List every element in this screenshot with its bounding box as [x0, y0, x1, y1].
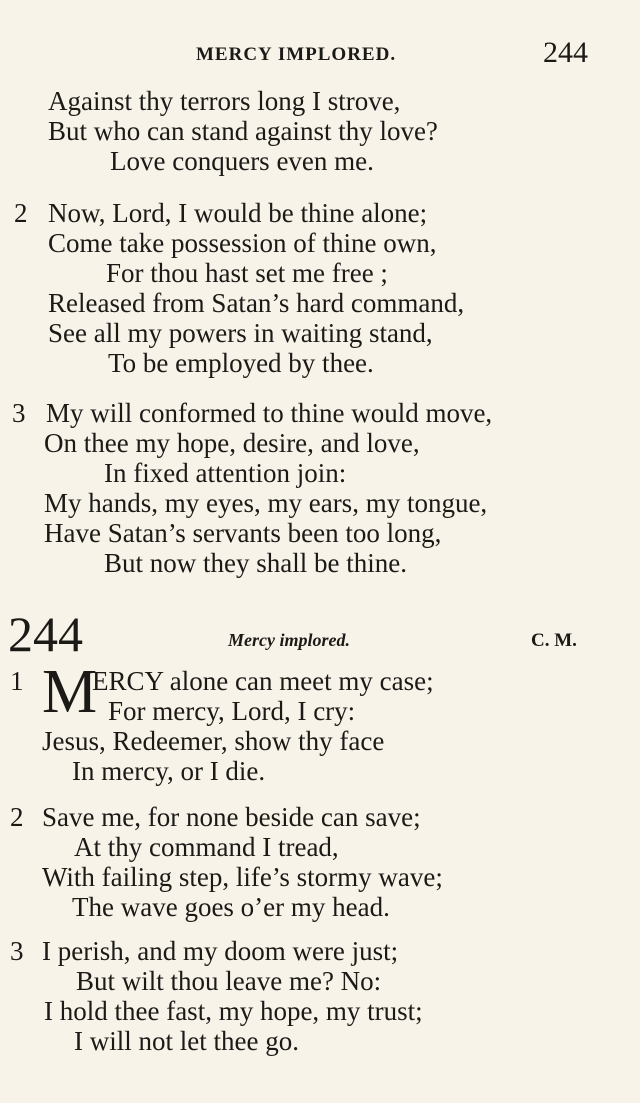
- verse-line: On thee my hope, desire, and love,: [44, 428, 420, 458]
- verse-line: Come take possession of thine own,: [48, 228, 437, 258]
- drop-cap: M: [42, 658, 98, 726]
- verse-line: But now they shall be thine.: [104, 548, 407, 578]
- verse-line: My hands, my eyes, my ears, my tongue,: [44, 488, 488, 518]
- verse-line: At thy command I tread,: [74, 832, 339, 862]
- verse-line: I hold thee fast, my hope, my trust;: [44, 996, 423, 1026]
- stanza-number: 3: [12, 398, 26, 428]
- verse-line: I will not let thee go.: [74, 1026, 299, 1056]
- hymn-meter: C. M.: [531, 630, 577, 651]
- verse-line: Against thy terrors long I strove,: [48, 86, 401, 116]
- verse-line: Love conquers even me.: [110, 146, 374, 176]
- verse-line: See all my powers in waiting stand,: [48, 318, 433, 348]
- verse-line: For thou hast set me free ;: [106, 258, 388, 288]
- verse-line: My will conformed to thine would move,: [46, 398, 493, 428]
- verse-line: Released from Satan’s hard command,: [48, 288, 465, 318]
- verse-line: Now, Lord, I would be thine alone;: [48, 198, 428, 228]
- verse-line: I perish, and my doom were just;: [42, 936, 399, 966]
- verse-line: To be employed by thee.: [108, 348, 374, 378]
- verse-line: For mercy, Lord, I cry:: [108, 696, 356, 726]
- verse-line: With failing step, life’s stormy wave;: [42, 862, 443, 892]
- verse-line: The wave goes o’er my head.: [72, 892, 390, 922]
- verse-line: But who can stand against thy love?: [48, 116, 438, 146]
- running-header-title: MERCY IMPLORED.: [196, 44, 397, 65]
- hymn-number: 244: [8, 606, 83, 662]
- stanza-number: 2: [14, 198, 28, 228]
- stanza-number: 3: [10, 936, 24, 966]
- verse-line: Save me, for none beside can save;: [42, 802, 421, 832]
- stanza-number: 1: [10, 666, 24, 696]
- stanza-number: 2: [10, 802, 24, 832]
- page-number: 244: [543, 36, 588, 69]
- hymn-title: Mercy implored.: [228, 630, 350, 650]
- verse-line: Jesus, Redeemer, show thy face: [42, 726, 385, 756]
- verse-line: ERCY alone can meet my case;: [92, 666, 434, 696]
- verse-line: In mercy, or I die.: [72, 756, 266, 786]
- verse-line: In fixed attention join:: [104, 458, 347, 488]
- verse-line: Have Satan’s servants been too long,: [44, 518, 442, 548]
- verse-line: But wilt thou leave me? No:: [76, 966, 382, 996]
